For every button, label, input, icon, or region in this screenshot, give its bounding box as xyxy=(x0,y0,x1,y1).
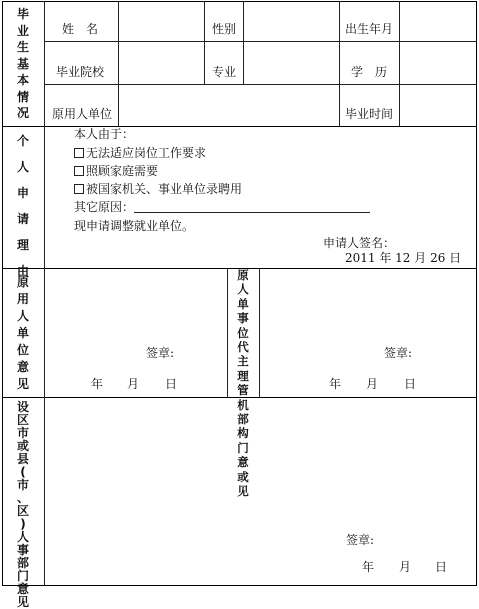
degree-label: 学 历 xyxy=(351,65,388,79)
reason-item[interactable] xyxy=(74,182,242,196)
employer-label: 原用人单位 xyxy=(52,107,113,121)
application-intro: 本人由于： xyxy=(74,127,135,141)
birth-label: 出生年月 xyxy=(345,22,394,36)
other-reason-label: 其它原因： xyxy=(74,200,135,214)
rule xyxy=(399,1,400,126)
rule xyxy=(118,1,119,126)
employer-value[interactable] xyxy=(120,86,337,125)
employer-date-year: 年 xyxy=(91,377,104,391)
rule xyxy=(2,1,3,586)
rule xyxy=(339,1,340,126)
agency-date-day: 日 xyxy=(404,377,417,391)
rule xyxy=(44,1,45,586)
application-request: 现申请调整就业单位。 xyxy=(74,219,195,233)
application-date: 2011 年 12 月 26 日 xyxy=(345,251,462,265)
section-label-agency-opinion: 原 人 单 事 位 代 主 理 管 机 部 构 门 意 或 见 xyxy=(237,268,249,499)
applicant-signature-label: 申请人签名： xyxy=(323,236,396,250)
reason-label: 无法适应岗位工作要求 xyxy=(86,146,207,160)
grad-time-value[interactable] xyxy=(401,86,475,125)
district-date-month: 月 xyxy=(399,560,412,574)
employer-seal-label: 签章: xyxy=(146,346,175,360)
section-label-personal-application: 个 人 申 请 理 由 xyxy=(16,134,29,278)
rule xyxy=(476,1,477,586)
rule xyxy=(2,1,477,2)
gender-label: 性别 xyxy=(212,22,237,36)
grad-time-label: 毕业时间 xyxy=(345,107,394,121)
agency-date-month: 月 xyxy=(366,377,379,391)
district-seal-label: 签章: xyxy=(346,533,375,547)
agency-seal-label: 签章: xyxy=(384,346,413,360)
reason-label: 被国家机关、事业单位录聘用 xyxy=(86,182,243,196)
rule xyxy=(204,1,205,85)
section-label-district-hr-opinion: 设 区 市 或 县 ( 市 、 区 ) 人 事 部 门 意 见 xyxy=(16,400,29,609)
major-label: 专业 xyxy=(212,65,237,79)
other-reason-field[interactable] xyxy=(134,212,370,213)
reason-label: 照顾家庭需要 xyxy=(86,164,159,178)
district-date-year: 年 xyxy=(362,560,375,574)
employer-date-day: 日 xyxy=(165,377,178,391)
birth-value[interactable] xyxy=(401,3,475,40)
degree-value[interactable] xyxy=(401,43,475,83)
reason-item[interactable] xyxy=(74,164,158,178)
checkbox-icon[interactable] xyxy=(74,166,84,176)
rule xyxy=(259,268,260,397)
district-date-day: 日 xyxy=(435,560,448,574)
section-label-graduate-info: 毕 业 生 基 本 情 况 xyxy=(16,7,29,120)
major-value[interactable] xyxy=(245,43,337,83)
name-label: 姓 名 xyxy=(62,22,99,36)
checkbox-icon[interactable] xyxy=(74,184,84,194)
school-label: 毕业院校 xyxy=(56,65,105,79)
checkbox-icon[interactable] xyxy=(74,148,84,158)
rule xyxy=(2,585,477,586)
rule xyxy=(227,268,228,397)
rule xyxy=(44,41,477,42)
section-label-original-employer-opinion: 原 用 人 单 位 意 见 xyxy=(16,275,29,391)
gender-value[interactable] xyxy=(245,3,337,40)
rule xyxy=(44,84,477,85)
name-value[interactable] xyxy=(120,3,202,40)
school-value[interactable] xyxy=(120,43,202,83)
rule xyxy=(243,1,244,85)
agency-date-year: 年 xyxy=(329,377,342,391)
employer-date-month: 月 xyxy=(127,377,140,391)
reason-item[interactable] xyxy=(74,146,206,160)
